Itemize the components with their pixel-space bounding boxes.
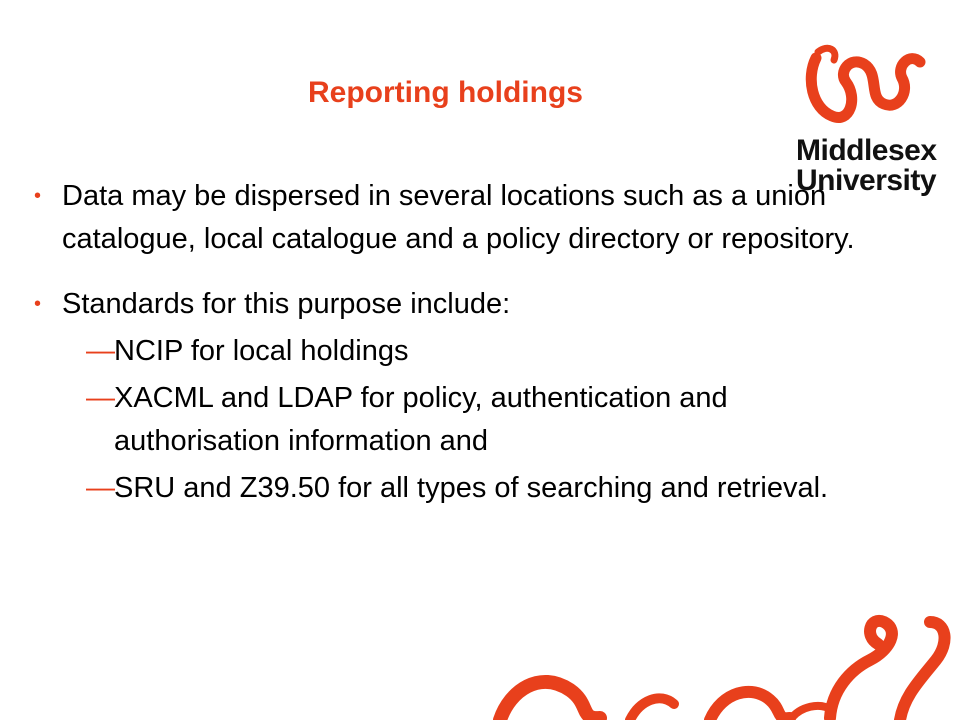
logo-ribbon-icon: [798, 38, 928, 133]
sub-item-text: NCIP for local holdings: [114, 335, 409, 367]
sub-item-text: SRU and Z39.50 for all types of searching and retrieval.: [114, 472, 829, 504]
dash-marker: —: [86, 382, 115, 414]
logo-line2: University: [796, 164, 937, 197]
sub-item: [62, 330, 864, 373]
bullet-marker: •: [34, 185, 42, 207]
bullet-marker: •: [34, 293, 42, 315]
sub-item: [62, 467, 864, 510]
bullet-item: [34, 175, 864, 261]
bullet-text: Data may be dispersed in several locations such as a union catalogue, local catalogue and a policy directory or repository.: [62, 180, 855, 255]
slide-title: Reporting holdings: [308, 76, 583, 109]
bullet-item: [34, 283, 864, 326]
dash-marker: —: [86, 335, 115, 367]
middlesex-university-logo: [790, 38, 940, 198]
dash-marker: —: [86, 472, 115, 504]
bullet-text: Standards for this purpose include:: [62, 288, 511, 320]
slide-body: [34, 175, 864, 510]
decorative-ribbon-graphic: [460, 600, 960, 720]
sub-item: [62, 377, 864, 463]
sub-item-text: XACML and LDAP for policy, authentication and authorisation information and: [114, 382, 728, 457]
logo-line1: Middlesex: [796, 134, 937, 167]
